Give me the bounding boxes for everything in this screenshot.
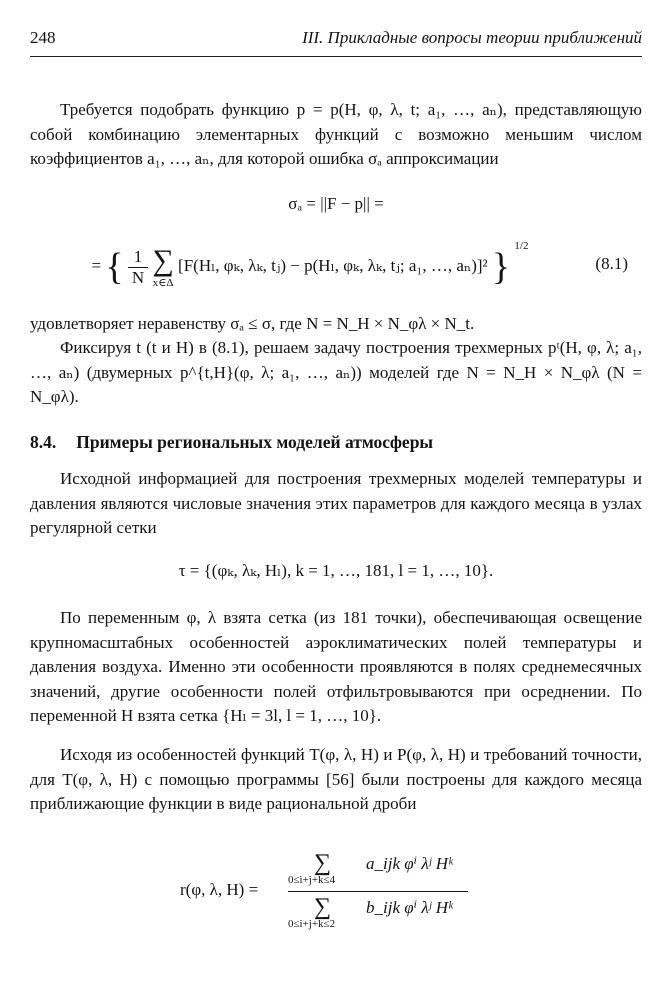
- numerator-term: a_ijk φⁱ λʲ Hᵏ: [366, 854, 453, 873]
- eq-r-denominator: [288, 894, 468, 934]
- eq-8-1-body: [F(Hₗ, φₖ, λₖ, tⱼ) − p(Hₗ, φₖ, λₖ, tⱼ; a₁, …, aₙ)]²: [178, 256, 488, 275]
- eq-8-1-fraction: [128, 247, 148, 288]
- paragraph-fixing: Фиксируя t (t и H) в (8.1), решаем задачу построения трехмерных pᵗ(H, φ, λ; a₁, …, aₙ) (двумерных p^{t,H}(φ, λ; a₁, …, aₙ)) моделей где N = N_H × N_φλ (N = N_φλ).: [30, 338, 642, 406]
- eq-8-1-equals: =: [91, 256, 102, 275]
- fraction-denominator: N: [131, 267, 145, 287]
- eq-r-numerator: [288, 850, 468, 890]
- sum-index: x∈Δ: [152, 276, 174, 289]
- equation-8-1: [30, 236, 642, 306]
- section-title: Примеры региональных моделей атмосферы: [76, 432, 434, 452]
- numerator-sum-index: 0≤i+j+k≤4: [288, 874, 336, 886]
- eq-r-lhs: r(φ, λ, H) =: [180, 880, 259, 899]
- equation-tau: τ = {(φₖ, λₖ, Hₗ), k = 1, …, 181, l = 1, …, 10}.: [178, 561, 494, 580]
- right-brace: }: [491, 246, 511, 289]
- denominator-sum-icon: ∑: [314, 894, 332, 920]
- section-number: 8.4.: [30, 432, 57, 452]
- paragraph-inequality: удовлетворяет неравенству σₐ ≤ σ, где N = N_H × N_φλ × N_t.: [30, 314, 475, 333]
- sum-operator: ∑ x∈Δ: [152, 243, 174, 289]
- equation-sigma-definition: σₐ = ||F − p|| =: [288, 194, 384, 213]
- equation-number: (8.1): [595, 254, 628, 273]
- header-rule: [30, 56, 642, 57]
- denominator-term: b_ijk φⁱ λʲ Hᵏ: [366, 898, 453, 917]
- eq-r-fraction: [288, 850, 468, 934]
- section-heading: [30, 432, 433, 453]
- fraction-numerator: 1: [128, 247, 148, 268]
- paragraph-source-data: Исходной информацией для построения трехмерных моделей температуры и давления являются числовые значения этих параметров для каждого месяца в узлах регулярной сетки: [30, 469, 642, 537]
- paragraph-functions: Исходя из особенностей функций T(φ, λ, H) и P(φ, λ, H) и требований точности, для T(φ, λ, H) с помощью программы [56] были построены для каждого месяца приближающие функции в виде рациональной дроби: [30, 745, 642, 813]
- denominator-sum-index: 0≤i+j+k≤2: [288, 918, 336, 930]
- left-brace: {: [105, 246, 124, 289]
- page-header: [30, 28, 642, 52]
- running-title: III. Прикладные вопросы теории приближений: [302, 28, 642, 47]
- eq-8-1-power: 1/2: [514, 240, 529, 252]
- paragraph-intro: Требуется подобрать функцию p = p(H, φ, λ, t; a₁, …, aₙ), представляющую собой комбинацию элементарных функций с возможно меньшим числом коэффициентов a₁, …, aₙ, для которой ошибка σₐ аппроксимации: [30, 100, 642, 168]
- equation-rational-fraction: [180, 850, 500, 936]
- numerator-sum-icon: ∑: [314, 850, 332, 876]
- paragraph-grid: По переменным φ, λ взята сетка (из 181 точки), обеспечивающая освещение крупномасштабных особенностей аэроклиматических полей температуры и давления воздуха. Именно эти особенности проявляются в полях среднемесячных значений, другие особенности полей отфильтровываются при осреднении. По переменной H взята сетка {Hₗ = 3l, l = 1, …, 10}.: [30, 608, 642, 725]
- page-number: 248: [30, 28, 56, 47]
- fraction-bar: [288, 891, 468, 892]
